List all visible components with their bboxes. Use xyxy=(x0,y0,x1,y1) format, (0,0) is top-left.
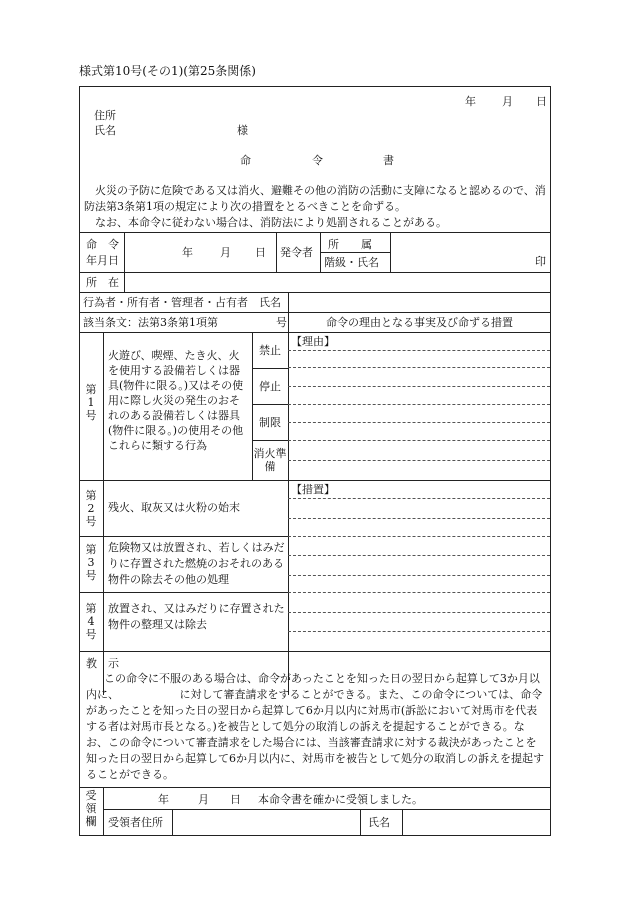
receipt-day: 日 xyxy=(230,793,241,806)
name-label: 氏名 xyxy=(94,124,116,137)
order-month: 月 xyxy=(220,246,231,259)
header-month: 月 xyxy=(502,95,513,108)
receiver-address-label: 受領者住所 xyxy=(108,816,163,829)
affiliation-label: 所 属 xyxy=(328,238,372,251)
title-char-1: 命 xyxy=(240,154,251,167)
order-date-label-2: 年月日 xyxy=(86,254,119,267)
order-year: 年 xyxy=(182,246,193,259)
item-3-description: 危険物又は放置され、若しくはみだりに存置された燃焼のおそれのある物件の除去その他の処理 xyxy=(108,541,285,586)
location-label: 所 在 xyxy=(86,276,119,289)
item-2-description: 残火、取灰又は火粉の始末 xyxy=(108,501,240,514)
item-2-number: 第2号 xyxy=(85,489,97,528)
item-4-description: 放置され、又はみだりに存置された物件の整理又は除去 xyxy=(108,602,285,631)
clause-label: 該当条文：法第3条第1項第 xyxy=(83,316,218,329)
title-char-2: 令 xyxy=(312,154,323,167)
seal-mark: 印 xyxy=(535,255,546,268)
action-fire-prep: 消火準備 xyxy=(253,447,287,473)
action-restrict: 制限 xyxy=(259,416,281,429)
action-prohibit: 禁止 xyxy=(259,344,281,357)
receipt-label: 受領欄 xyxy=(85,789,97,828)
receipt-year: 年 xyxy=(158,793,169,806)
order-day: 日 xyxy=(255,246,266,259)
receipt-text: 本命令書を確かに受領しました。 xyxy=(258,793,423,806)
title-char-3: 書 xyxy=(383,154,394,167)
issuer-label: 発令者 xyxy=(280,246,313,259)
item-3-number: 第3号 xyxy=(85,543,97,582)
reason-header: 命令の理由となる事実及び命ずる措置 xyxy=(326,316,513,329)
header-day: 日 xyxy=(536,95,547,108)
address-label: 住所 xyxy=(94,109,116,122)
header-year: 年 xyxy=(465,95,476,108)
action-stop: 停止 xyxy=(259,380,281,393)
order-date-label-1: 命 令 xyxy=(86,238,119,251)
clause-suffix: 号 xyxy=(276,316,287,329)
instruction-body: この命令に不服のある場合は、命令があったことを知った日の翌日から起算して3か月以内に、 に対して審査請求をすることができる。また、この命令については、命令があったことを知った日の翌日から起算して6か月以内に対馬市(訴訟において対馬市を代表する者は対馬市長となる。)を被告として処分の取消しの訴えを提起することができる。なお、この命令について審査請求をした場合には、当該審査請求に対する裁決があったことを知った日の翌日から起算して6か月以内に、対馬市を被告として処分の取消しの訴えを提起することができる。 xyxy=(86,672,544,781)
order-form xyxy=(79,86,551,836)
actor-label: 行為者・所有者・管理者・占有者 氏名 xyxy=(83,296,281,309)
header-note: なお、本命令に従わない場合は、消防法により処罰されることがある。 xyxy=(95,216,447,229)
honorific: 様 xyxy=(237,124,248,137)
measure-tag: 【措置】 xyxy=(291,483,335,496)
instruction-title: 教 示 xyxy=(86,657,119,670)
receiver-name-label: 氏名 xyxy=(368,816,390,829)
form-number: 様式第10号(その1)(第25条関係) xyxy=(79,64,256,78)
receipt-month: 月 xyxy=(198,793,209,806)
item-1-description: 火遊び、喫煙、たき火、火を使用する設備若しくは器具(物件に限る。)又はその使用に際し火災の発生のおそれのある設備若しくは器具(物件に限る。)の使用その他これらに類する行為 xyxy=(108,349,244,452)
item-1-number: 第1号 xyxy=(85,383,97,422)
reason-tag: 【理由】 xyxy=(291,335,335,348)
rank-name-label: 階級・氏名 xyxy=(324,256,379,269)
header-body: 火災の予防に危険である又は消火、避難その他の消防の活動に支障になると認めるので、消防法第3条第1項の規定により次の措置をとるべきことを命ずる。 xyxy=(84,184,546,213)
item-4-number: 第4号 xyxy=(85,602,97,641)
